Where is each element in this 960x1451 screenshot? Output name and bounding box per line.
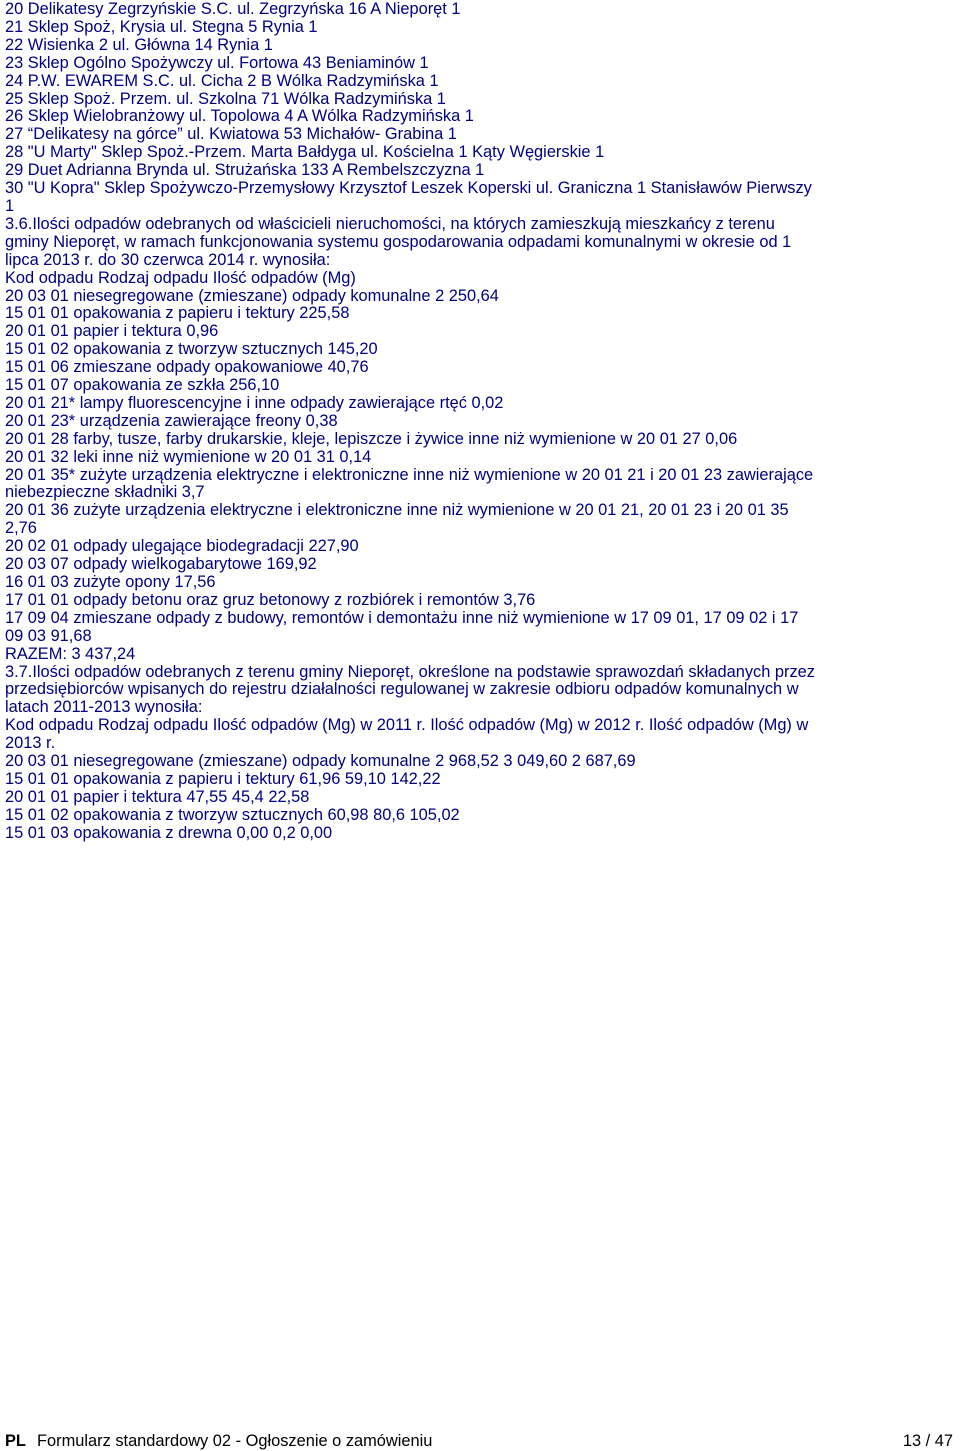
text-line: 20 01 28 farby, tusze, farby drukarskie, kleje, lepiszcze i żywice inne niż wymienione w 20 01 27 0,06 — [5, 429, 738, 448]
text-line: 17 09 04 zmieszane odpady z budowy, remontów i demontażu inne niż wymienione w 17 09 01, 17 09 02 i 17 — [5, 608, 799, 627]
text-line: 15 01 01 opakowania z papieru i tektury 225,58 — [5, 304, 350, 323]
text-line: 2,76 — [5, 519, 37, 538]
text-line: 15 01 06 zmieszane odpady opakowaniowe 40,76 — [5, 358, 369, 377]
text-line: 20 01 36 zużyte urządzenia elektryczne i elektroniczne inne niż wymienione w 20 01 21, 20 01 23 i 20 01 35 — [5, 501, 789, 520]
text-line: 3.6.Ilości odpadów odebranych od właścicieli nieruchomości, na których zamieszkują mieszkańcy z terenu — [5, 214, 775, 233]
text-line: 15 01 01 opakowania z papieru i tektury 61,96 59,10 142,22 — [5, 769, 441, 788]
text-line: 22 Wisienka 2 ul. Główna 14 Rynia 1 — [5, 35, 273, 54]
text-line: 09 03 91,68 — [5, 626, 92, 645]
text-line: 24 P.W. EWAREM S.C. ul. Cicha 2 B Wólka Radzymińska 1 — [5, 71, 439, 90]
text-line: 23 Sklep Ogólno Spożywczy ul. Fortowa 43 Beniaminów 1 — [5, 53, 429, 72]
text-line: 1 — [5, 196, 15, 215]
text-line: 3.7.Ilości odpadów odebranych z terenu gminy Nieporęt, określone na podstawie sprawozdań składanych przez — [5, 662, 815, 681]
text-line: przedsiębiorców wpisanych do rejestru działalności regulowanej w zakresie odbioru odpadów komunalnych w — [5, 680, 799, 699]
text-line: 25 Sklep Spoż. Przem. ul. Szkolna 71 Wólka Radzymińska 1 — [5, 89, 446, 108]
text-line: 26 Sklep Wielobranżowy ul. Topolowa 4 A Wólka Radzymińska 1 — [5, 107, 474, 126]
text-line: Kod odpadu Rodzaj odpadu Ilość odpadów (Mg) — [5, 268, 356, 287]
text-line: 15 01 07 opakowania ze szkła 256,10 — [5, 376, 280, 395]
text-line: 2013 r. — [5, 734, 56, 753]
text-line: latach 2011-2013 wynosiła: — [5, 698, 203, 717]
text-line: 17 01 01 odpady betonu oraz gruz betonowy z rozbiórek i remontów 3,76 — [5, 590, 536, 609]
text-line: lipca 2013 r. do 30 czerwca 2014 r. wynosiła: — [5, 250, 331, 269]
text-line: 27 “Delikatesy na górce” ul. Kwiatowa 53 Michałów- Grabina 1 — [5, 125, 457, 144]
text-line: Kod odpadu Rodzaj odpadu Ilość odpadów (Mg) w 2011 r. Ilość odpadów (Mg) w 2012 r. Ilość odpadów (Mg) w — [5, 716, 809, 735]
text-line: 20 01 21* lampy fluorescencyjne i inne odpady zawierające rtęć 0,02 — [5, 393, 504, 412]
text-line: 15 01 02 opakowania z tworzyw sztucznych 145,20 — [5, 340, 378, 359]
footer-page-number: 13 / 47 — [902, 1432, 953, 1450]
text-line: 20 Delikatesy Zegrzyńskie S.C. ul. Zegrzyńska 16 A Nieporęt 1 — [5, 0, 461, 18]
text-line: 20 01 23* urządzenia zawierające freony 0,38 — [5, 411, 338, 430]
text-line: 20 01 35* zużyte urządzenia elektryczne i elektroniczne inne niż wymienione w 20 01 21 i 20 01 23 zawierające — [5, 465, 814, 484]
footer-language-code: PL — [5, 1432, 26, 1450]
text-line: 30 "U Kopra" Sklep Spożywczo-Przemysłowy Krzysztof Leszek Koperski ul. Graniczna 1 Stanisławów Pierwszy — [5, 179, 812, 198]
text-line: 15 01 03 opakowania z drewna 0,00 0,2 0,00 — [5, 823, 333, 842]
text-line: RAZEM: 3 437,24 — [5, 644, 136, 663]
text-line: 20 02 01 odpady ulegające biodegradacji 227,90 — [5, 537, 359, 556]
text-line: gminy Nieporęt, w ramach funkcjonowania systemu gospodarowania odpadami komunalnymi w okresie od 1 — [5, 232, 792, 251]
footer-form-title: Formularz standardowy 02 - Ogłoszenie o zamówieniu — [37, 1432, 433, 1450]
text-line: 21 Sklep Spoż, Krysia ul. Stegna 5 Rynia 1 — [5, 17, 318, 36]
text-line: 20 01 01 papier i tektura 0,96 — [5, 322, 219, 341]
text-line: 29 Duet Adrianna Brynda ul. Strużańska 133 A Rembelszczyzna 1 — [5, 161, 485, 180]
text-line: 20 03 01 niesegregowane (zmieszane) odpady komunalne 2 250,64 — [5, 286, 499, 305]
text-line: 20 03 07 odpady wielkogabarytowe 169,92 — [5, 555, 317, 574]
text-line: 15 01 02 opakowania z tworzyw sztucznych 60,98 80,6 105,02 — [5, 805, 460, 824]
document-body — [5, 1, 953, 843]
text-line: 20 03 01 niesegregowane (zmieszane) odpady komunalne 2 968,52 3 049,60 2 687,69 — [5, 752, 636, 771]
text-line: 20 01 01 papier i tektura 47,55 45,4 22,58 — [5, 787, 310, 806]
text-line: niebezpieczne składniki 3,7 — [5, 483, 205, 502]
text-line: 28 "U Marty" Sklep Spoż.-Przem. Marta Bałdyga ul. Kościelna 1 Kąty Węgierskie 1 — [5, 143, 605, 162]
text-line: 20 01 32 leki inne niż wymienione w 20 01 31 0,14 — [5, 447, 372, 466]
text-line: 16 01 03 zużyte opony 17,56 — [5, 573, 216, 591]
page-footer — [5, 1431, 953, 1451]
